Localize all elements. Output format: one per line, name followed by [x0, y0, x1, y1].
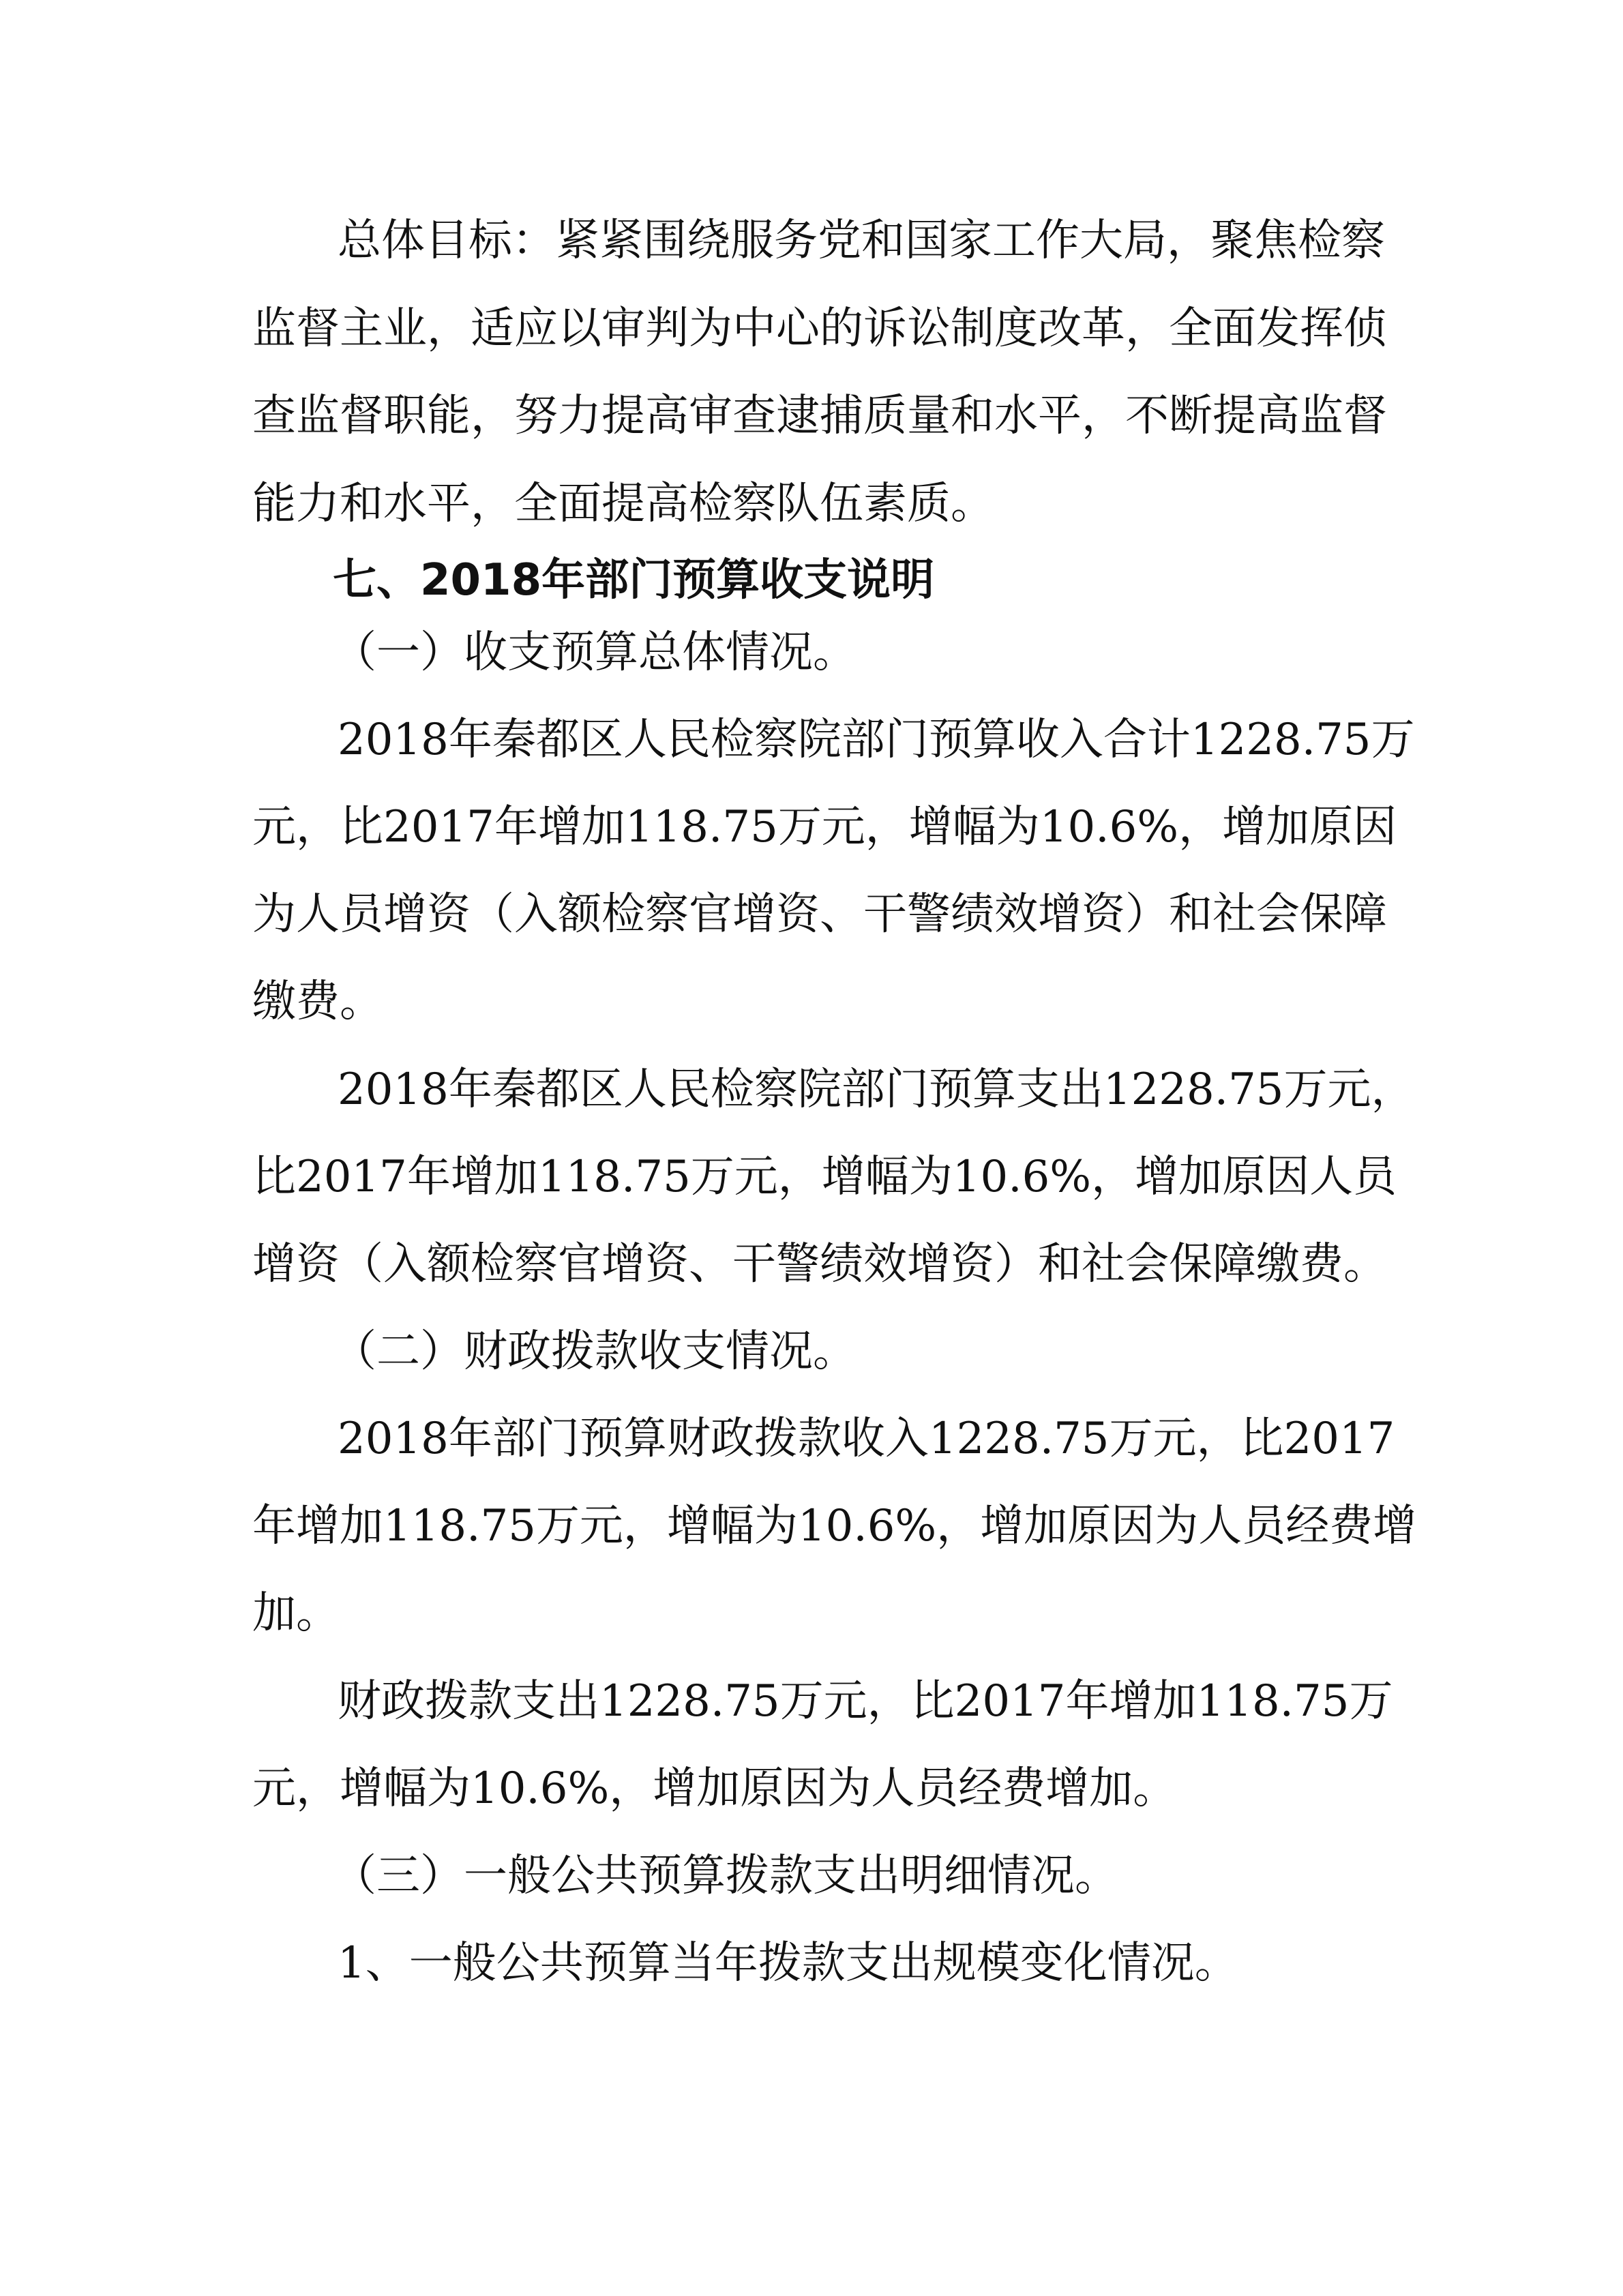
goal-line-3: 查监督职能，努力提高审查逮捕质量和水平，不断提高监督 [252, 391, 1387, 441]
section-seven-heading: 七、2018年部门预算收支说明 [333, 555, 935, 606]
fiscal-income-line-1: 2018年部门预算财政拨款收入1228.75万元，比2017 [338, 1414, 1395, 1464]
sub-heading-fiscal: （二）财政拨款收支情况。 [333, 1326, 857, 1377]
fiscal-income-line-3: 加。 [252, 1588, 340, 1639]
goal-line-2: 监督主业，适应以审判为中心的诉讼制度改革，全面发挥侦 [252, 303, 1387, 354]
item-one: 1、一般公共预算当年拨款支出规模变化情况。 [338, 1938, 1238, 1988]
income-line-2: 元，比2017年增加118.75万元，增幅为10.6%，增加原因 [252, 802, 1397, 852]
sub-heading-general-public: （三）一般公共预算拨款支出明细情况。 [333, 1851, 1118, 1901]
expense-line-3: 增资（入额检察官增资、干警绩效增资）和社会保障缴费。 [252, 1239, 1387, 1289]
income-line-3: 为人员增资（入额检察官增资、干警绩效增资）和社会保障 [252, 889, 1387, 940]
expense-line-2: 比2017年增加118.75万元，增幅为10.6%，增加原因人员 [252, 1152, 1397, 1202]
income-line-4: 缴费。 [252, 976, 383, 1027]
fiscal-expense-line-2: 元，增幅为10.6%，增加原因为人员经费增加。 [252, 1763, 1177, 1814]
expense-line-1: 2018年秦都区人民检察院部门预算支出1228.75万元， [338, 1064, 1415, 1115]
fiscal-expense-line-1: 财政拨款支出1228.75万元，比2017年增加118.75万 [338, 1676, 1393, 1727]
goal-line-4: 能力和水平，全面提高检察队伍素质。 [252, 479, 994, 529]
sub-heading-overall: （一）收支预算总体情况。 [333, 627, 857, 678]
income-line-1: 2018年秦都区人民检察院部门预算收入合计1228.75万 [338, 715, 1415, 765]
goal-line-1: 总体目标：紧紧围绕服务党和国家工作大局，聚焦检察 [338, 215, 1385, 266]
fiscal-income-line-2: 年增加118.75万元，增幅为10.6%，增加原因为人员经费增 [252, 1501, 1417, 1551]
